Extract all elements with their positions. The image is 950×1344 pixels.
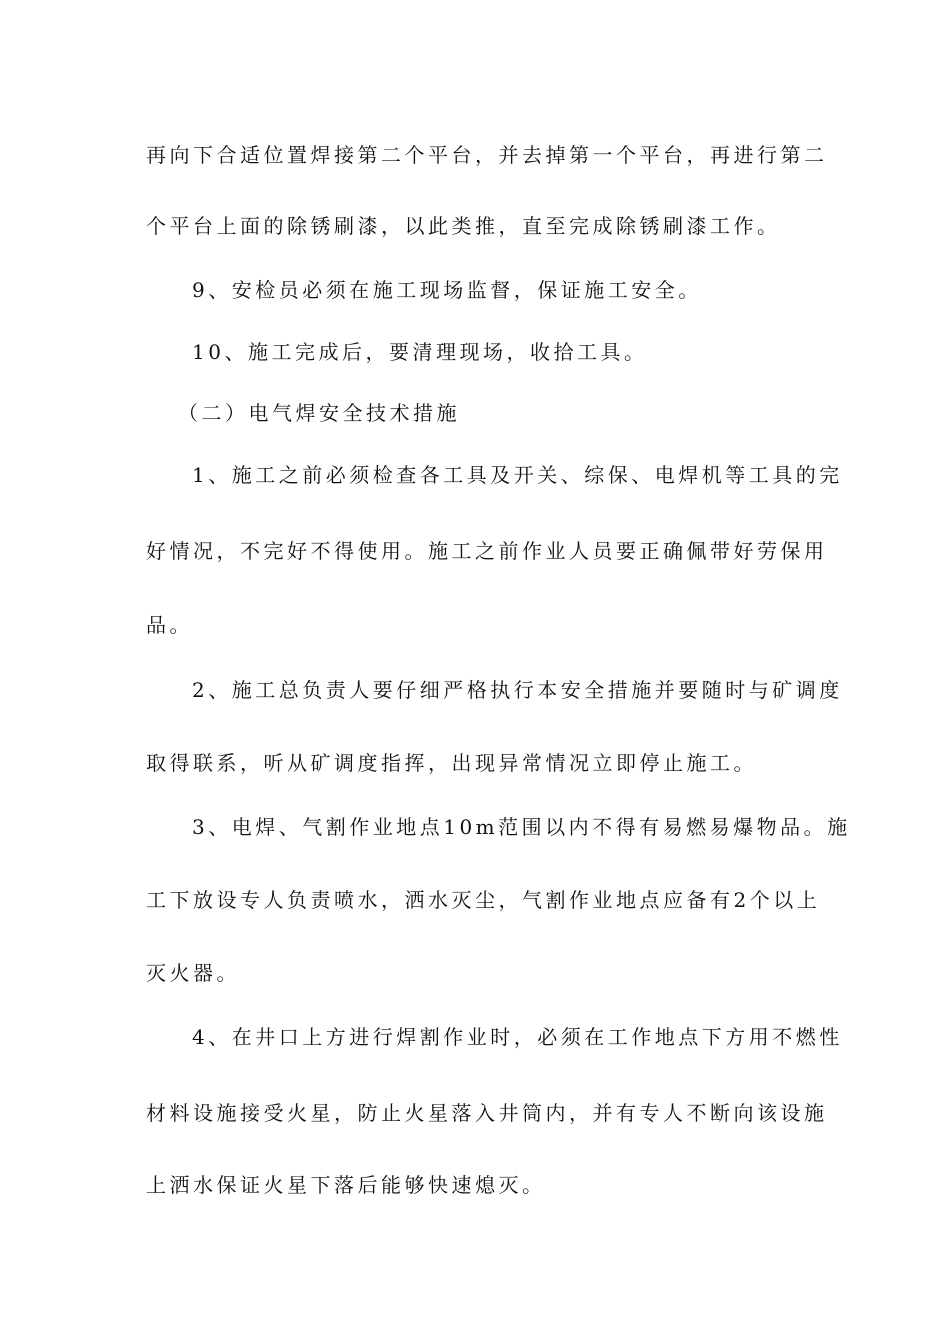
paragraph-line: 2、施工总负责人要仔细严格执行本安全措施并要随时与矿调度 <box>192 678 843 702</box>
paragraph-line: 灭火器。 <box>146 961 240 985</box>
paragraph-line: 个平台上面的除锈刷漆，以此类推，直至完成除锈刷漆工作。 <box>146 214 781 238</box>
paragraph-line: 再向下合适位置焊接第二个平台，并去掉第一个平台，再进行第二 <box>146 143 828 167</box>
section-heading: （二）电气焊安全技术措施 <box>178 401 460 425</box>
paragraph-line: 10、施工完成后，要清理现场，收拾工具。 <box>192 340 648 364</box>
paragraph-line: 1、施工之前必须检查各工具及开关、综保、电焊机等工具的完 <box>192 463 843 487</box>
paragraph-line: 上洒水保证火星下落后能够快速熄灭。 <box>146 1173 546 1197</box>
paragraph-line: 9、安检员必须在施工现场监督，保证施工安全。 <box>192 278 702 302</box>
paragraph-line: 好情况，不完好不得使用。施工之前作业人员要正确佩带好劳保用 <box>146 539 828 563</box>
paragraph-line: 工下放设专人负责喷水，洒水灭尘，气割作业地点应备有2个以上 <box>146 888 821 912</box>
paragraph-line: 3、电焊、气割作业地点10m范围以内不得有易燃易爆物品。施 <box>192 815 851 839</box>
paragraph-line: 4、在井口上方进行焊割作业时，必须在工作地点下方用不燃性 <box>192 1025 843 1049</box>
paragraph-line: 取得联系，听从矿调度指挥，出现异常情况立即停止施工。 <box>146 751 757 775</box>
paragraph-line: 品。 <box>146 613 193 637</box>
paragraph-line: 材料设施接受火星，防止火星落入井筒内，并有专人不断向该设施 <box>146 1101 828 1125</box>
